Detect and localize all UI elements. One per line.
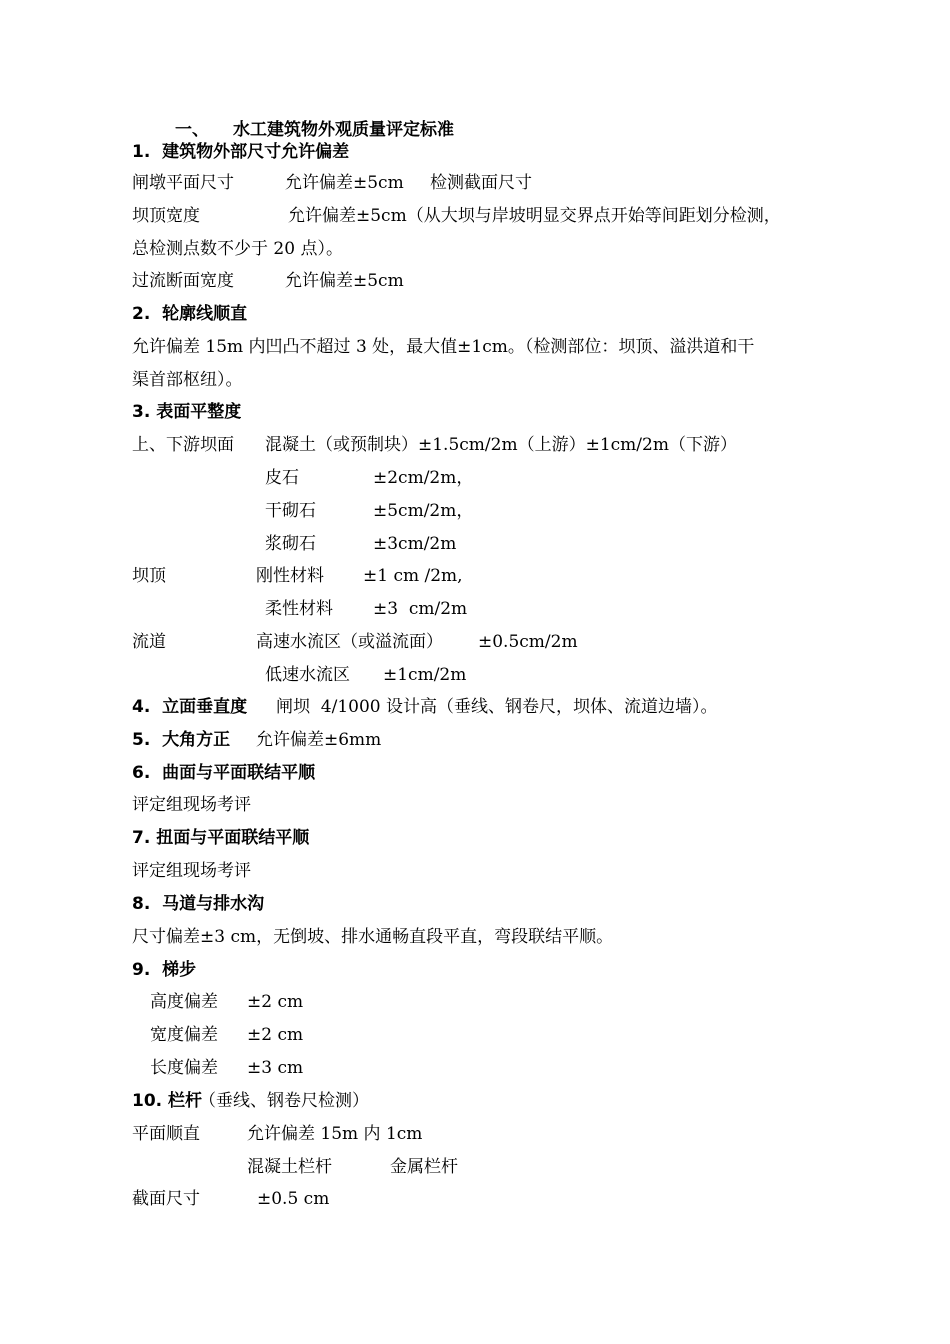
s1-row3-tolerance: 允许偏差±5cm	[285, 271, 404, 291]
s10-row3-value: ±0.5 cm	[257, 1189, 330, 1209]
s3-row2-material: 皮石	[265, 468, 299, 488]
s3-row3-tolerance: ±5cm/2m，	[373, 501, 474, 521]
s9-row2-label: 宽度偏差	[150, 1025, 218, 1045]
title-number: 一、	[175, 120, 209, 140]
s3-row1-label: 上、下游坝面	[132, 435, 234, 455]
s10-row3-label: 截面尺寸	[132, 1189, 200, 1209]
s1-row2-tolerance: 允许偏差±5cm（从大坝与岸坡明显交界点开始等间距划分检测，	[288, 206, 781, 226]
s3-row7-label: 流道	[132, 632, 166, 652]
page-title: 水工建筑物外观质量评定标准	[233, 120, 454, 140]
s7-text: 评定组现场考评	[132, 861, 251, 881]
s9-row3-value: ±3 cm	[247, 1058, 304, 1078]
s1-row2-continuation: 总检测点数不少于 20 点）。	[132, 239, 343, 259]
s3-row4-material: 浆砌石	[265, 534, 316, 554]
s3-row2-tolerance: ±2cm/2m，	[373, 468, 474, 488]
s4-text: 闸坝 4/1000 设计高（垂线、钢卷尺，坝体、流道边墙）。	[276, 697, 718, 717]
section-10-heading: 10. 栏杆	[132, 1091, 203, 1111]
section-9-heading: 9. 梯步	[132, 960, 197, 980]
section-5-heading: 5. 大角方正	[132, 730, 231, 750]
s1-row1-label: 闸墩平面尺寸	[132, 173, 234, 193]
s9-row3-label: 长度偏差	[150, 1058, 218, 1078]
s3-row8-tolerance: ±1cm/2m	[383, 665, 467, 685]
s3-row5-material: 刚性材料	[256, 566, 324, 586]
s3-row7-tolerance: ±0.5cm/2m	[478, 632, 578, 652]
s10-row1-value: 允许偏差 15m 内 1cm	[247, 1124, 423, 1144]
s3-row5-label: 坝顶	[132, 566, 166, 586]
s3-row5-tolerance: ±1 cm /2m,	[363, 566, 463, 586]
s9-row2-value: ±2 cm	[247, 1025, 304, 1045]
section-6-heading: 6. 曲面与平面联结平顺	[132, 763, 316, 783]
s3-row8-zone: 低速水流区	[265, 665, 350, 685]
section-7-heading: 7. 扭面与平面联结平顺	[132, 828, 310, 848]
s3-row4-tolerance: ±3cm/2m	[373, 534, 457, 554]
s3-row6-material: 柔性材料	[265, 599, 333, 619]
s9-row1-value: ±2 cm	[247, 992, 304, 1012]
section-2-heading: 2. 轮廓线顺直	[132, 304, 248, 324]
s3-row7-zone: 高速水流区（或溢流面）	[256, 632, 443, 652]
section-3-heading: 3. 表面平整度	[132, 402, 242, 422]
s2-line-2: 渠首部枢纽）。	[132, 370, 243, 390]
s2-line-1: 允许偏差 15m 内凹凸不超过 3 处，最大值±1cm。（检测部位：坝顶、溢洪道和干	[132, 337, 755, 357]
s1-row2-label: 坝顶宽度	[132, 206, 200, 226]
s3-row6-tolerance: ±3 cm/2m	[373, 599, 468, 619]
s1-row1-tolerance: 允许偏差±5cm	[285, 173, 404, 193]
s9-row1-label: 高度偏差	[150, 992, 218, 1012]
s5-text: 允许偏差±6mm	[256, 730, 382, 750]
s8-text: 尺寸偏差±3 cm，无倒坡、排水通畅直段平直，弯段联结平顺。	[132, 927, 614, 947]
s3-row1-value: 混凝土（或预制块）±1.5cm/2m（上游）±1cm/2m（下游）	[265, 435, 737, 455]
s6-text: 评定组现场考评	[132, 795, 251, 815]
s10-row2-col2: 金属栏杆	[390, 1157, 458, 1177]
s1-row3-label: 过流断面宽度	[132, 271, 234, 291]
s10-note: （垂线、钢卷尺检测）	[199, 1091, 369, 1111]
section-1-heading: 1. 建筑物外部尺寸允许偏差	[132, 142, 350, 162]
section-8-heading: 8. 马道与排水沟	[132, 894, 265, 914]
s3-row3-material: 干砌石	[265, 501, 316, 521]
s1-row1-note: 检测截面尺寸	[430, 173, 532, 193]
section-4-heading: 4. 立面垂直度	[132, 697, 248, 717]
s10-row1-label: 平面顺直	[132, 1124, 200, 1144]
s10-row2-col1: 混凝土栏杆	[247, 1157, 332, 1177]
